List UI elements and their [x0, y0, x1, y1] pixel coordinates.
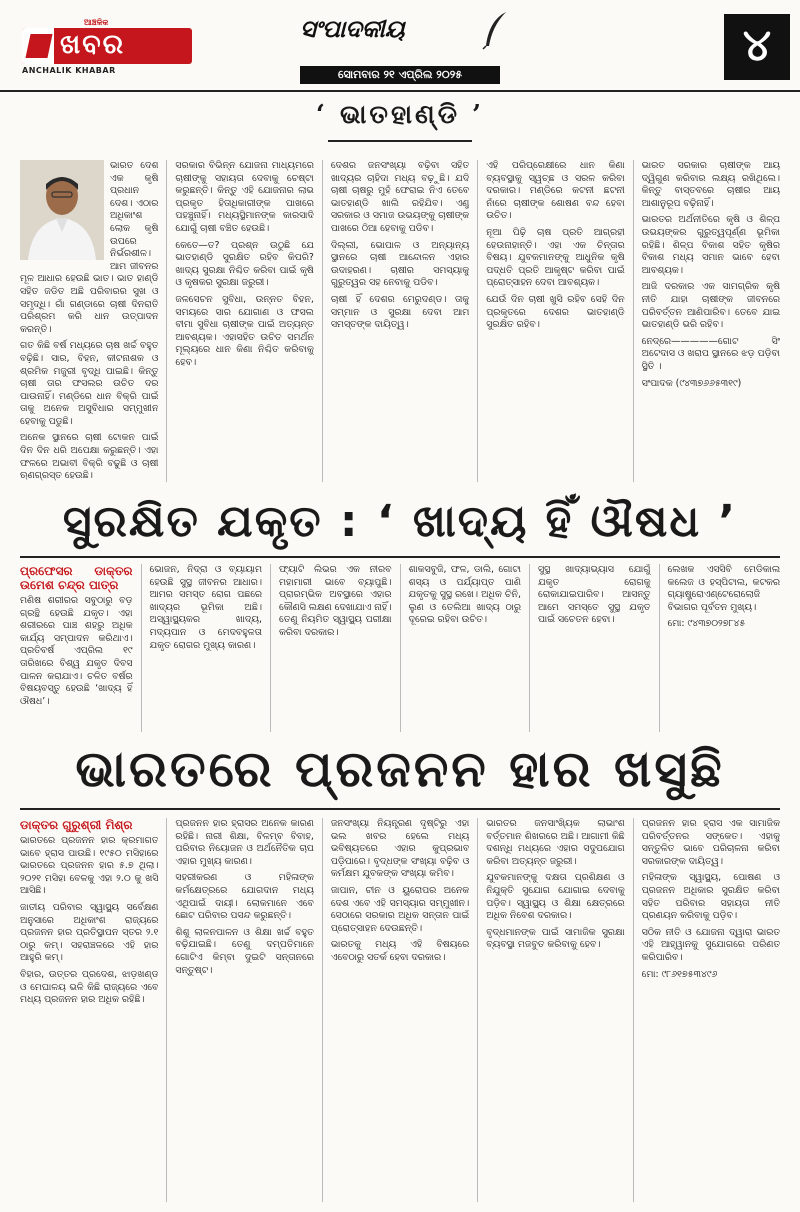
article-1-column-1 — [20, 564, 133, 732]
paragraph: ଭୋଜନ, ନିଦ୍ରା ଓ ବ୍ୟାୟାମ ହେଉଛି ସୁସ୍ଥ ଜୀବନର ଆଧାର। ଆମର ସମସ୍ତ ରୋଗ ପଛରେ ଖାଦ୍ୟର ଭୂମିକା ଅଛି। ଅସ୍ୱାସ୍ଥ୍ୟକର ଖାଦ୍ୟ, ମଦ୍ୟପାନ ଓ ମେଦବହୁଳତା ଯକୃତ ରୋଗର ମୁଖ୍ୟ କାରଣ। — [149, 564, 262, 651]
divider — [20, 808, 780, 810]
author-contact: ମୋ: ୯୪୩୭୦୨୭୮୪୫ — [667, 618, 746, 630]
paragraph: ଭାରତର ଜନସାଂଖ୍ୟିକ ଲାଭାଂଶ ବର୍ତ୍ତମାନ ଶିଖରରେ ଅଛି। ଆଗାମୀ କିଛି ଦଶନ୍ଧି ମଧ୍ୟରେ ଏହାର ସଦୁପଯୋଗ କରିବା ଅତ୍ୟନ୍ତ ଜରୁରୀ। — [486, 818, 625, 867]
article-1-column-4 — [400, 564, 522, 732]
paragraph: ଭାରତର ଅର୍ଥନୀତିରେ କୃଷି ଓ ଶିଳ୍ପ ଉଭୟଙ୍କର ଗୁରୁତ୍ୱପୂର୍ଣ୍ଣ ଭୂମିକା ରହିଛି। ଶିଳ୍ପ ବିକାଶ ସହିତ କୃଷିର ବିକାଶ ମଧ୍ୟ ସମାନ ଭାବେ ହେବା ଆବଶ୍ୟକ। — [641, 214, 781, 276]
article-1-headline[interactable]: ସୁରକ୍ଷିତ ଯକୃତ : ‘ ଖାଦ୍ୟ ହିଁ ଔଷଧ ’ — [62, 496, 738, 547]
editorial-column-4 — [477, 160, 624, 482]
paragraph: ସୁସ୍ଥ ଖାଦ୍ୟାଭ୍ୟାସ ଯୋଗୁଁ ଯକୃତ ରୋଗକୁ ରୋକାଯାଇପାରିବ। ଆସନ୍ତୁ ଆମେ ସମସ୍ତେ ସୁସ୍ଥ ଯକୃତ ପାଇଁ ସଚେତନ ହେବା। — [538, 564, 651, 626]
paragraph: ଯୁବକମାନଙ୍କୁ ଦକ୍ଷତା ପ୍ରଶିକ୍ଷଣ ଓ ନିଯୁକ୍ତି ସୁଯୋଗ ଯୋଗାଇ ଦେବାକୁ ପଡ଼ିବ। ସ୍ୱାସ୍ଥ୍ୟ ଓ ଶିକ୍ଷା କ୍ଷେତ୍ରରେ ଅଧିକ ନିବେଶ ଦରକାର। — [486, 872, 625, 922]
editor-phone: ସଂପାଦକ (୯୪୩୭୬୬୫୩୧୯) — [641, 377, 742, 389]
newspaper-logo[interactable] — [22, 18, 192, 80]
article-1-body — [20, 564, 780, 732]
logo-box — [22, 28, 192, 64]
paragraph: ମଣିଷ ଶରୀରର ସବୁଠାରୁ ବଡ଼ ଗ୍ରନ୍ଥି ହେଉଛି ଯକୃତ। ଏହା ଶରୀରରେ ପାଞ୍ଚ ଶହରୁ ଅଧିକ କାର୍ଯ୍ୟ ସମ୍ପାଦନ କରିଥାଏ। ପ୍ରତିବର୍ଷ ଏପ୍ରିଲ ୧୯ ତାରିଖରେ ବିଶ୍ୱ ଯକୃତ ଦିବସ ପାଳନ କରାଯାଏ। ଚଳିତ ବର୍ଷର ବିଷୟବସ୍ତୁ ହେଉଛି ‘ଖାଦ୍ୟ ହିଁ ଔଷଧ’। — [20, 595, 133, 707]
paragraph: ଜଳସେଚନ ସୁବିଧା, ଉନ୍ନତ ବିହନ, ସମୟରେ ସାର ଯୋଗାଣ ଓ ଫସଲ ବୀମା ସୁବିଧା ଚାଷୀଙ୍କ ପାଇଁ ଅତ୍ୟନ୍ତ ଆବଶ୍ୟକ। ଏହାସହିତ ଉଚିତ ସମର୍ଥନ ମୂଲ୍ୟରେ ଧାନ କିଣା ନିଶ୍ଚିତ କରିବାକୁ ହେବ। — [175, 293, 314, 368]
paragraph: ସରକାର ବିଭିନ୍ନ ଯୋଜନା ମାଧ୍ୟମରେ ଚାଷୀଙ୍କୁ ସହାୟତା ଦେବାକୁ ଚେଷ୍ଟା କରୁଛନ୍ତି। କିନ୍ତୁ ଏହି ଯୋଜନାର ଲାଭ ପ୍ରକୃତ ହିତାଧିକାରୀଙ୍କ ପାଖରେ ପହଞ୍ଚୁନାହିଁ। ମଧ୍ୟସ୍ଥିମାନଙ୍କ କାରସାଦି ଯୋଗୁଁ ଚାଷୀ ବଞ୍ଚିତ ହେଉଛି। — [175, 160, 314, 234]
editorial-title: ‘ ଭାତହାଣ୍ଡି ’ — [315, 100, 485, 130]
article-1-byline: ପ୍ରଫେସର ଡାକ୍ତର ଉମେଶ ଚନ୍ଦ୍ର ପାତ୍ର — [20, 564, 133, 592]
paragraph: ଯେଉଁ ଦିନ ଚାଷୀ ଖୁସି ରହିବ ସେହି ଦିନ ପ୍ରକୃତରେ ଦେଶର ଭାତହାଣ୍ଡି ସୁରକ୍ଷିତ ରହିବ। — [486, 293, 625, 331]
article-2-column-5 — [633, 818, 780, 1202]
section-header — [300, 14, 500, 54]
signoff: ନେଦ୍ରେ—————ଗୋଟ ସିଂ ଅଟେଦାସ ଓ ଖରାପ ସ୍ଥାନରେ ଝଡ଼ ପଡ଼ିବା ସ୍ଥିତି । — [641, 335, 781, 372]
paragraph: ଅନେକ ସ୍ଥାନରେ ଚାଷୀ ଟୋକନ ପାଇଁ ଦିନ ଦିନ ଧରି ଅପେକ୍ଷା କରୁଛନ୍ତି। ଏହା ଫଳରେ ଅଭାବୀ ବିକ୍ରି ବଢୁଛି ଓ ଚାଷୀ ଋଣଗ୍ରସ୍ତ ହେଉଛି। — [20, 432, 159, 482]
logo-wordmark: ଖବର — [60, 29, 126, 60]
quill-pen-icon — [480, 10, 510, 50]
logo-mark-icon — [22, 28, 54, 64]
article-2-headline[interactable]: ଭାରତରେ ପ୍ରଜନନ ହାର ଖସୁଛି — [75, 740, 725, 798]
editorial-column-5 — [633, 160, 780, 482]
article-2-column-4 — [477, 818, 624, 1202]
paragraph: ଜାପାନ, ଚୀନ ଓ ୟୁରୋପର ଅନେକ ଦେଶ ଏବେ ଏହି ସମସ୍ୟାର ସମ୍ମୁଖୀନ। ସେଠାରେ ସରକାର ଅଧିକ ସନ୍ତାନ ପାଇଁ ପ୍ରୋତ୍ସାହନ ଦେଉଛନ୍ତି। — [330, 884, 470, 934]
paragraph: ଭାରତ ସରକାର ଚାଷୀଙ୍କ ଆୟ ଦ୍ୱିଗୁଣ କରିବାର ଲକ୍ଷ୍ୟ ରଖିଥିଲେ। କିନ୍ତୁ ବାସ୍ତବରେ ଚାଷୀର ଆୟ ଆଶାନୁରୂପ ବଢ଼ିନାହିଁ। — [641, 160, 781, 209]
divider — [20, 556, 780, 558]
paragraph: ଦେଶର ଜନସଂଖ୍ୟା ବଢ଼ିବା ସହିତ ଖାଦ୍ୟର ଚାହିଦା ମଧ୍ୟ ବଢ଼ୁଛି। ଯଦି ଚାଷୀ ଚାଷରୁ ମୁହଁ ଫେରାଇ ନିଏ ତେବେ ଭାତହାଣ୍ଡି ଖାଲି ରହିଯିବ। ଏଣୁ ସରକାର ଓ ସମାଜ ଉଭୟଙ୍କୁ ଚାଷୀଙ୍କ ପାଖରେ ଠିଆ ହେବାକୁ ପଡିବ। — [330, 160, 470, 234]
paragraph: ଆଜି ଦରକାର ଏକ ସାମଗ୍ରିକ କୃଷି ନୀତି ଯାହା ଚାଷୀଙ୍କ ଜୀବନରେ ପରିବର୍ତ୍ତନ ଆଣିପାରିବ। ତେବେ ଯାଇ ଭାତହାଣ୍ଡି ଭରି ରହିବ। — [641, 281, 781, 331]
paragraph: ଜନସଂଖ୍ୟା ନିୟନ୍ତ୍ରଣ ଦୃଷ୍ଟିରୁ ଏହା ଭଲ ଖବର ହେଲେ ମଧ୍ୟ ଭବିଷ୍ୟତରେ ଏହାର କୁପ୍ରଭାବ ପଡ଼ିପାରେ। ବୃଦ୍ଧଙ୍କ ସଂଖ୍ୟା ବଢ଼ିବ ଓ କର୍ମକ୍ଷମ ଯୁବକଙ୍କ ସଂଖ୍ୟା କମିବ। — [330, 818, 470, 880]
paragraph: ଶିଶୁ ଲାଳନପାଳନ ଓ ଶିକ୍ଷା ଖର୍ଚ୍ଚ ବହୁତ ବଢ଼ିଯାଇଛି। ତେଣୁ ଦମ୍ପତିମାନେ ଗୋଟିଏ କିମ୍ବା ଦୁଇଟି ସନ୍ତାନରେ ସନ୍ତୁଷ୍ଟ। — [175, 926, 314, 976]
paragraph: ସହରୀକରଣ ଓ ମହିଳାଙ୍କ କର୍ମକ୍ଷେତ୍ରରେ ଯୋଗଦାନ ମଧ୍ୟ ଏଥିପାଇଁ ଦାୟୀ। ଲୋକମାନେ ଏବେ ଛୋଟ ପରିବାର ପସନ୍ଦ କରୁଛନ୍ତି। — [175, 872, 314, 922]
author-photo — [20, 160, 104, 260]
article-1-column-5 — [529, 564, 651, 732]
paragraph: ଭାରତ ଦେଶ ଏକ କୃଷି ପ୍ରଧାନ ଦେଶ। ଏଠାର ଅଧିକାଂଶ ଲୋକ କୃଷି ଉପରେ ନିର୍ଭରଶୀଳ। ଆମ ଜୀବନର ମୂଳ ଆଧାର ହେଉଛି ଭାତ। ଭାତ ହାଣ୍ଡି ସହିତ ଜଡିତ ଅଛି ପରିବାରର ସୁଖ ଓ ସମୃଦ୍ଧି। ଗାଁ ଗଣ୍ଡାରେ ଚାଷୀ ଦିନରାତି ପରିଶ୍ରମ କରି ଧାନ ଉତ୍ପାଦନ କରନ୍ତି। — [20, 160, 159, 335]
paragraph: ଚାଷୀ ହିଁ ଦେଶର ମେରୁଦଣ୍ଡ। ତାକୁ ସମ୍ମାନ ଓ ସୁରକ୍ଷା ଦେବା ଆମ ସମସ୍ତଙ୍କ ଦାୟିତ୍ୱ। — [330, 293, 470, 331]
paragraph: ବିହାର, ଉତ୍ତର ପ୍ରଦେଶ, ଝାଡ଼ଖଣ୍ଡ ଓ ମେଘାଳୟ ଭଳି କିଛି ରାଜ୍ୟରେ ଏବେ ମଧ୍ୟ ପ୍ରଜନନ ହାର ଅଧିକ ରହିଛି। — [20, 968, 159, 1006]
paragraph: କେତେ—ତ? ପ୍ରଶ୍ନ ଉଠୁଛି ଯେ ଭାତହାଣ୍ଡି ସୁରକ୍ଷିତ ରହିବ କିପରି? ଖାଦ୍ୟ ସୁରକ୍ଷା ନିଶ୍ଚିତ କରିବା ପାଇଁ କୃଷି ଓ କୃଷକର ସୁରକ୍ଷା ଜରୁରୀ। — [175, 239, 314, 289]
logo-subtitle: ANCHALIK KHABAR — [22, 66, 116, 75]
paragraph: ଲେଖକ ଏସସିବି ମେଡିକାଲ କଲେଜ ଓ ହସ୍ପିଟାଲ, କଟକର ଗ୍ୟାଷ୍ଟ୍ରୋଏଣ୍ଟେରୋଲୋଜି ବିଭାଗର ପୂର୍ବତନ ମୁଖ୍ୟ। — [667, 564, 780, 613]
section-title: ସଂପାଦକୀୟ — [300, 14, 405, 43]
article-1-column-6 — [659, 564, 781, 732]
dateline: ସୋମବାର ୨୧ ଏପ୍ରିଲ ୨୦୨୫ — [300, 66, 500, 84]
paragraph: ନୂଆ ପିଢ଼ି ଚାଷ ପ୍ରତି ଆଗ୍ରହୀ ହେଉନାହାନ୍ତି। ଏହା ଏକ ଚିନ୍ତାର ବିଷୟ। ଯୁବକମାନଙ୍କୁ ଆଧୁନିକ କୃଷି ପଦ୍ଧତି ପ୍ରତି ଆକୃଷ୍ଟ କରିବା ପାଇଁ ପ୍ରୋତ୍ସାହନ ଦେବା ଆବଶ୍ୟକ। — [486, 226, 625, 289]
editorial-column-2 — [166, 160, 313, 482]
divider — [328, 140, 472, 142]
paragraph: ସଠିକ ନୀତି ଓ ଯୋଜନା ଦ୍ୱାରା ଭାରତ ଏହି ଆହ୍ୱାନକୁ ସୁଯୋଗରେ ପରିଣତ କରିପାରିବ। — [641, 926, 781, 963]
article-1-column-2 — [141, 564, 263, 732]
paragraph: ମହିଳାଙ୍କ ସ୍ୱାସ୍ଥ୍ୟ, ପୋଷଣ ଓ ପ୍ରଜନନ ଅଧିକାର ସୁରକ୍ଷିତ କରିବା ସହିତ ପରିବାର ସହାୟତା ନୀତି ପ୍ରଣୟନ କରିବାକୁ ପଡ଼ିବ। — [641, 872, 781, 922]
article-2-byline: ଡାକ୍ତର ଗୁରୁଶ୍ରୀ ମିଶ୍ର — [20, 818, 133, 832]
logo-tagline: ଆଞ୍ଚଳିକ — [84, 18, 109, 27]
editorial-column-3 — [322, 160, 469, 482]
paragraph: ଫ୍ୟାଟି ଲିଭର ଏକ ନୀରବ ମହାମାରୀ ଭାବେ ବ୍ୟାପୁଛି। ପ୍ରାରମ୍ଭିକ ଅବସ୍ଥାରେ ଏହାର କୌଣସି ଲକ୍ଷଣ ଦେଖାଯାଏ ନାହିଁ। ତେଣୁ ନିୟମିତ ସ୍ୱାସ୍ଥ୍ୟ ପରୀକ୍ଷା କରିବା ଦରକାର। — [279, 564, 392, 638]
paragraph: ଏହି ପରିପ୍ରେକ୍ଷୀରେ ଧାନ କିଣା ବ୍ୟବସ୍ଥାକୁ ସ୍ୱଚ୍ଛ ଓ ସରଳ କରିବା ଦରକାର। ମଣ୍ଡିରେ କଟନୀ ଛଟନୀ ନାଁରେ ଚାଷୀଙ୍କ ଶୋଷଣ ବନ୍ଦ ହେବା ଉଚିତ। — [486, 160, 625, 222]
article-1-column-3 — [270, 564, 392, 732]
paragraph: ଜାତୀୟ ପରିବାର ସ୍ୱାସ୍ଥ୍ୟ ସର୍ବେକ୍ଷଣ ଅନୁସାରେ ଅଧିକାଂଶ ରାଜ୍ୟରେ ପ୍ରଜନନ ହାର ପ୍ରତିସ୍ଥାପନ ସ୍ତର ୨.୧ ଠାରୁ କମ୍। ସହରାଞ୍ଚଳରେ ଏହି ହାର ଆହୁରି କମ୍। — [20, 901, 159, 964]
article-2-body — [20, 818, 780, 1202]
paragraph: ପ୍ରଜନନ ହାର ହ୍ରାସ ଏକ ସାମାଜିକ ପରିବର୍ତ୍ତନର ସଙ୍କେତ। ଏହାକୁ ସନ୍ତୁଳିତ ଭାବେ ପରିଚାଳନା କରିବା ସରକାରଙ୍କ ଦାୟିତ୍ୱ। — [641, 818, 781, 867]
paragraph: ବୃଦ୍ଧମାନଙ୍କ ପାଇଁ ସାମାଜିକ ସୁରକ୍ଷା ବ୍ୟବସ୍ଥା ମଜବୁତ କରିବାକୁ ହେବ। — [486, 926, 625, 951]
editorial-body — [20, 160, 780, 482]
paragraph: ଭାରତକୁ ମଧ୍ୟ ଏହି ବିଷୟରେ ଏବେଠାରୁ ସତର୍କ ହେବା ଦରକାର। — [330, 939, 470, 963]
article-2-column-2 — [166, 818, 313, 1202]
article-2-column-3 — [322, 818, 469, 1202]
page-number: ୪ — [724, 14, 790, 80]
person-portrait-icon — [20, 160, 104, 260]
paragraph: ଗତ କିଛି ବର୍ଷ ମଧ୍ୟରେ ଚାଷ ଖର୍ଚ୍ଚ ବହୁତ ବଢ଼ିଛି। ସାର, ବିହନ, କୀଟନାଶକ ଓ ଶ୍ରମିକ ମଜୁରୀ ବୃଦ୍ଧି ପାଇଛି। କିନ୍ତୁ ଚାଷୀ ତାର ଫସଲର ଉଚିତ ଦର ପାଉନାହିଁ। ମଣ୍ଡିରେ ଧାନ ବିକ୍ରି ପାଇଁ ତାକୁ ଅନେକ ଅସୁବିଧାର ସମ୍ମୁଖୀନ ହେବାକୁ ପଡୁଛି। — [20, 340, 159, 427]
author-contact: ମୋ: ୯୮୬୧୭୫୩୪୯୬ — [641, 968, 718, 980]
paragraph: ଶାକସବୁଜି, ଫଳ, ଡାଲି, ଗୋଟା ଶସ୍ୟ ଓ ପର୍ଯ୍ୟାପ୍ତ ପାଣି ଯକୃତକୁ ସୁସ୍ଥ ରଖେ। ଅଧିକ ଚିନି, ଲୁଣ ଓ ତେଲିଆ ଖାଦ୍ୟ ଠାରୁ ଦୂରେଇ ରହିବା ଉଚିତ। — [408, 564, 521, 626]
editorial-column-1 — [20, 160, 158, 482]
masthead — [0, 0, 800, 92]
paragraph: ଦିଲ୍ଲୀ, ଭୋପାଳ ଓ ଅନ୍ୟାନ୍ୟ ସ୍ଥାନରେ ଚାଷୀ ଆନ୍ଦୋଳନ ଏହାର ଉଦାହରଣ। ଚାଷୀର ସମସ୍ୟାକୁ ଗୁରୁତ୍ୱର ସହ ନେବାକୁ ପଡିବ। — [330, 239, 470, 289]
paragraph: ପ୍ରଜନନ ହାର ହ୍ରାସର ଅନେକ କାରଣ ରହିଛି। ନାରୀ ଶିକ୍ଷା, ବିଳମ୍ବ ବିବାହ, ପରିବାର ନିୟୋଜନ ଓ ଅର୍ଥନୈତିକ ଚାପ ଏହାର ମୁଖ୍ୟ କାରଣ। — [175, 818, 314, 867]
paragraph: ଭାରତରେ ପ୍ରଜନନ ହାର କ୍ରମାଗତ ଭାବେ ହ୍ରାସ ପାଉଛି। ୧୯୫୦ ମସିହାରେ ଭାରତରେ ପ୍ରଜନନ ହାର ୫.୭ ଥିଲା। ୨୦୨୧ ମସିହା ବେଳକୁ ଏହା ୨.୦ କୁ ଖସି ଆସିଛି। — [20, 835, 159, 897]
article-2-column-1 — [20, 818, 158, 1202]
